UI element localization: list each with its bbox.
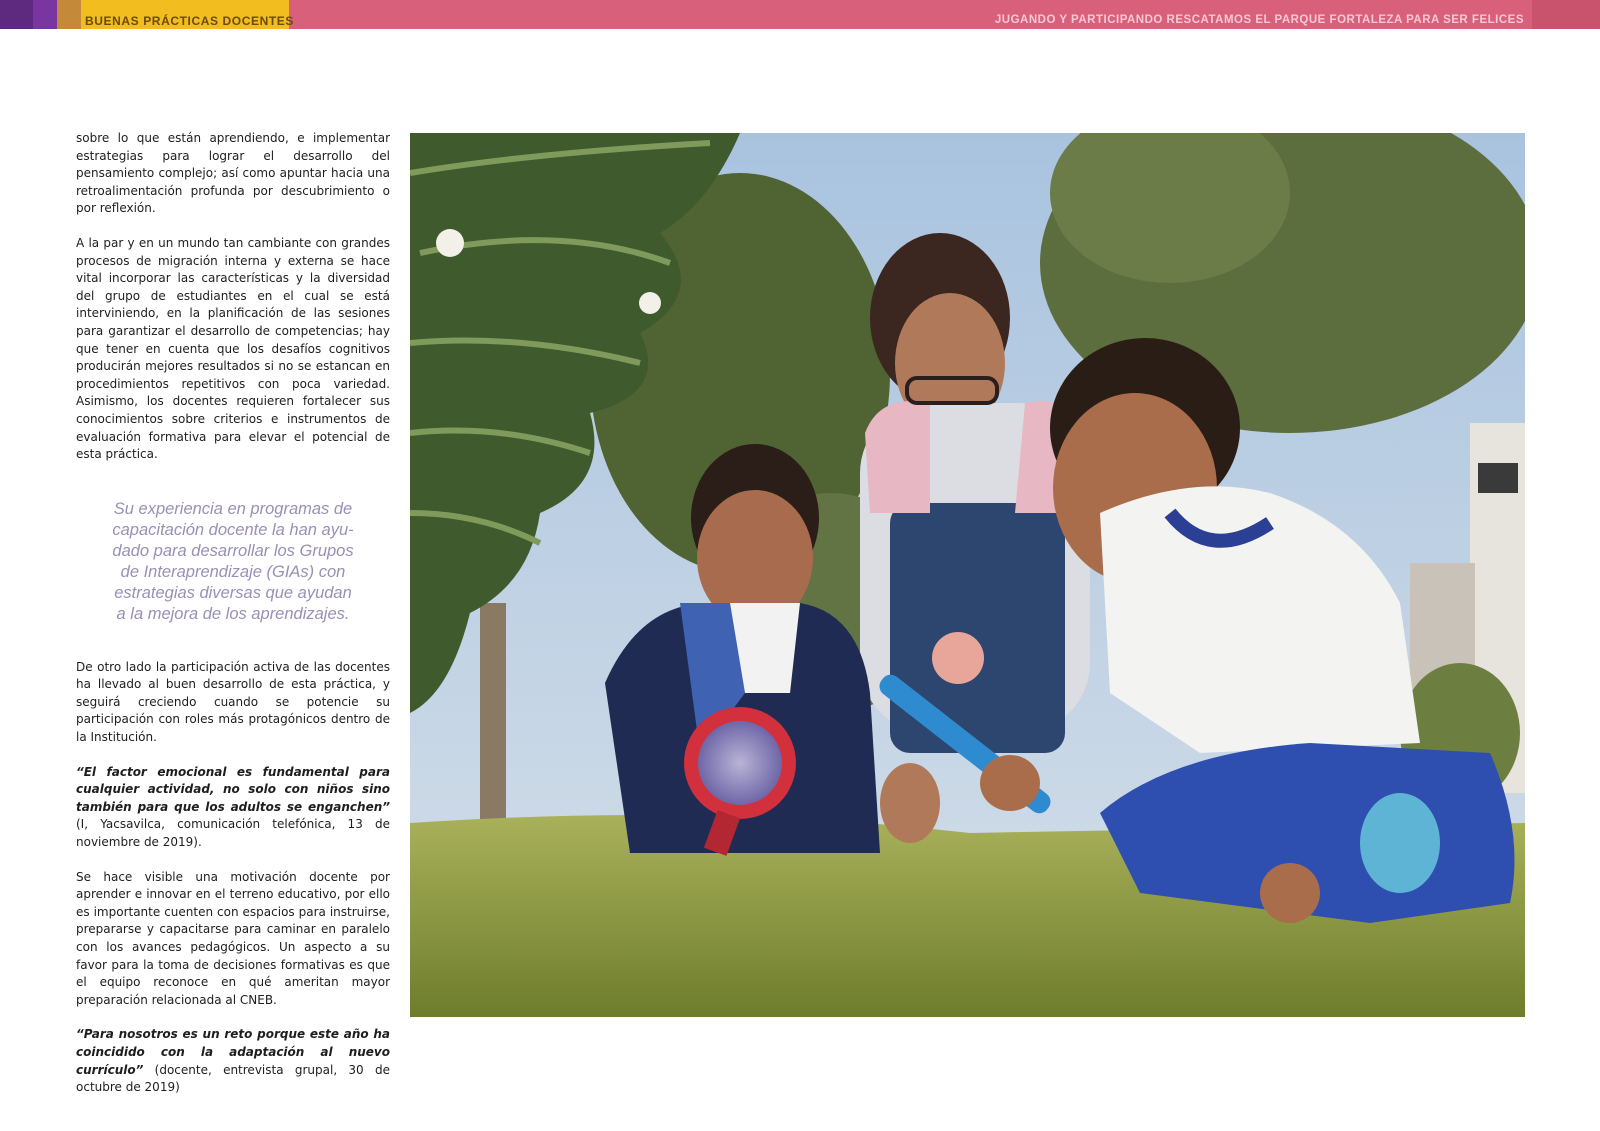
testimony-quote: “Para nosotros es un reto porque este año ha coincidido con la adaptación al nuevo currículo” bbox=[76, 1027, 390, 1077]
quoted-testimony bbox=[76, 1026, 390, 1096]
testimony-source: (docente, entrevista grupal, 30 de octubre de 2019) bbox=[76, 1062, 390, 1095]
pull-quote bbox=[78, 499, 388, 625]
paragraph: sobre lo que están aprendiendo, e implementar estrategias para lograr el desarrollo del pensamiento complejo; así como apuntar hacia una retroalimentación profunda por descubrimiento o por reflexión. bbox=[76, 131, 390, 216]
quoted-testimony bbox=[76, 764, 390, 852]
hand bbox=[980, 755, 1040, 811]
pull-quote-line: Su experiencia en programas de bbox=[113, 499, 353, 518]
photograph bbox=[410, 133, 1525, 1017]
building-window bbox=[1478, 463, 1518, 493]
color-swatch bbox=[33, 0, 57, 29]
hand bbox=[880, 763, 940, 843]
article-column bbox=[76, 130, 390, 1114]
pull-quote-line: dado para desarrollar los Grupos bbox=[112, 541, 354, 560]
testimony-quote: “El factor emocional es fundamental para cualquier actividad, no solo con niños sino también para que los adultos se enganchen” bbox=[76, 764, 390, 814]
paragraph: A la par y en un mundo tan cambiante con grandes procesos de migración interna y externa se hace vital incorporar las características y la diversidad del grupo de estudiantes en el cual se está interviniendo, en la planificación de las sesiones para garantizar el desarrollo de competencias; hay que tener en cuenta que los desafíos cognitivos producirán mejores resultados si no se estancan en procedimientos repetitivos con poca variedad. Asimismo, los docentes requieren fortalecer sus conocimientos sobre criterios e instrumentos de evaluación formativa para elevar el potencial de esta práctica. bbox=[76, 235, 390, 462]
paragraph: Se hace visible una motivación docente por aprender e innovar en el terreno educativo, por ello es importante cuenten con espacios para instruirse, prepararse y capacitarse para caminar en paralelo con los avances pedagógicos. Un aspecto a su favor para la toma de decisiones formativas es que el equipo reconoce en qué ameritan mayor preparación relacionada al CNEB. bbox=[76, 869, 390, 1007]
pull-quote-line: estrategias diversas que ayudan bbox=[114, 583, 352, 602]
section-label: BUENAS PRÁCTICAS DOCENTES bbox=[85, 14, 295, 28]
pull-quote-line: de Interaprendizaje (GIAs) con bbox=[120, 562, 346, 581]
paragraph: De otro lado la participación activa de las docentes ha llevado al buen desarrollo de esta práctica, y seguirá creciendo cuando se potencie su participación con roles más protagónicos dentro de la Institución. bbox=[76, 659, 390, 745]
testimony-source: (I, Yacsavilca, comunicación telefónica, 13 de noviembre de 2019). bbox=[76, 817, 390, 850]
flower bbox=[639, 292, 661, 314]
pull-quote-line: capacitación docente la han ayu- bbox=[112, 520, 354, 539]
color-swatch bbox=[1532, 0, 1600, 29]
running-title: JUGANDO Y PARTICIPANDO RESCATAMOS EL PARQUE FORTALEZA PARA SER FELICES bbox=[994, 14, 1524, 26]
flower bbox=[436, 229, 464, 257]
header-banner bbox=[0, 0, 1600, 29]
pull-quote-line: a la mejora de los aprendizajes. bbox=[116, 604, 350, 623]
color-swatch bbox=[57, 0, 81, 29]
color-swatch bbox=[0, 0, 33, 29]
tree-trunk bbox=[480, 603, 506, 843]
